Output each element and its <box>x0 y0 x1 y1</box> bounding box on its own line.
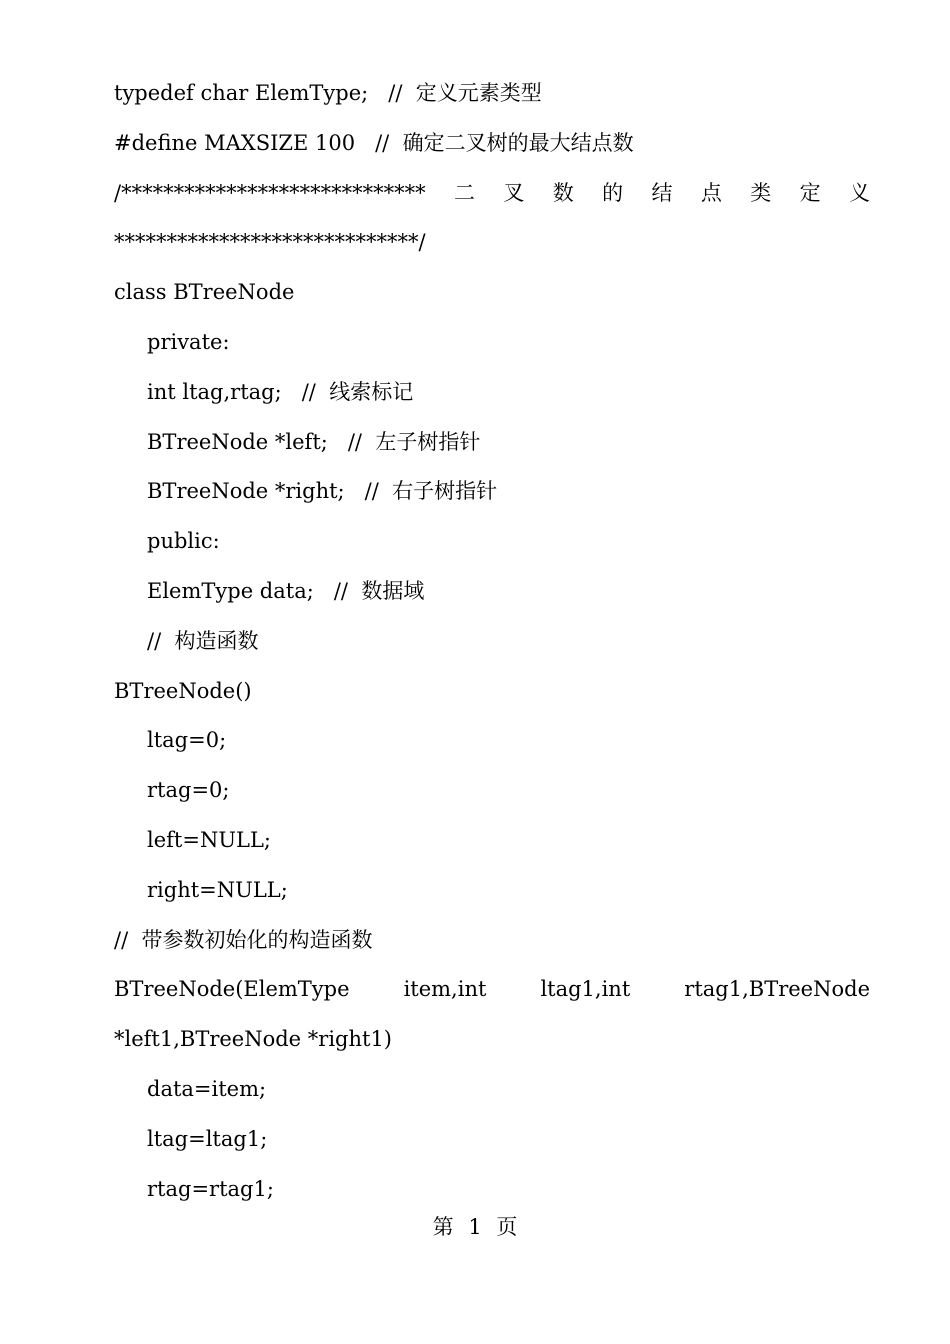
code-line: int ltag,rtag; // 线索标记 <box>147 379 414 404</box>
code-line: *****************************/ <box>114 230 426 255</box>
code-line: public: <box>147 529 220 554</box>
code-line: rtag=rtag1; <box>147 1176 274 1201</box>
code-token: BTreeNode(ElemType <box>114 977 350 1002</box>
code-line: // 带参数初始化的构造函数 <box>114 927 373 952</box>
code-line: *left1,BTreeNode *right1) <box>114 1027 393 1052</box>
code-token: item,int <box>403 977 487 1002</box>
comment-char: 二 <box>453 180 475 205</box>
code-line: ltag=ltag1; <box>147 1126 268 1151</box>
page-number-footer: 第 1 页 <box>432 1215 518 1239</box>
code-token: ltag1,int <box>540 977 631 1002</box>
code-line: class BTreeNode <box>114 280 295 305</box>
comment-char: 的 <box>602 180 624 205</box>
code-line: BTreeNode() <box>114 678 252 703</box>
comment-char: 类 <box>750 180 772 205</box>
comment-char: 数 <box>552 180 574 205</box>
comment-char: 叉 <box>503 180 525 205</box>
code-line: private: <box>147 329 230 354</box>
code-line: rtag=0; <box>147 778 230 803</box>
code-line: data=item; <box>147 1076 267 1101</box>
code-token: rtag1,BTreeNode <box>684 977 870 1002</box>
comment-char: 义 <box>848 180 870 205</box>
code-line: BTreeNode *left; // 左子树指针 <box>147 429 481 454</box>
comment-stars: /***************************** <box>114 180 426 205</box>
code-line-justified <box>114 174 870 224</box>
code-line-justified <box>114 970 870 1020</box>
comment-char: 定 <box>799 180 821 205</box>
comment-char: 点 <box>700 180 722 205</box>
code-line: BTreeNode *right; // 右子树指针 <box>147 479 498 504</box>
comment-char: 结 <box>651 180 673 205</box>
code-line: ElemType data; // 数据域 <box>147 578 425 603</box>
code-line: typedef char ElemType; // 定义元素类型 <box>114 81 542 105</box>
code-line: #define MAXSIZE 100 // 确定二叉树的最大结点数 <box>114 130 634 155</box>
code-line: ltag=0; <box>147 728 227 753</box>
code-line: left=NULL; <box>147 827 271 852</box>
code-line: right=NULL; <box>147 877 288 902</box>
code-line: // 构造函数 <box>147 628 259 653</box>
document-body <box>114 74 870 1219</box>
